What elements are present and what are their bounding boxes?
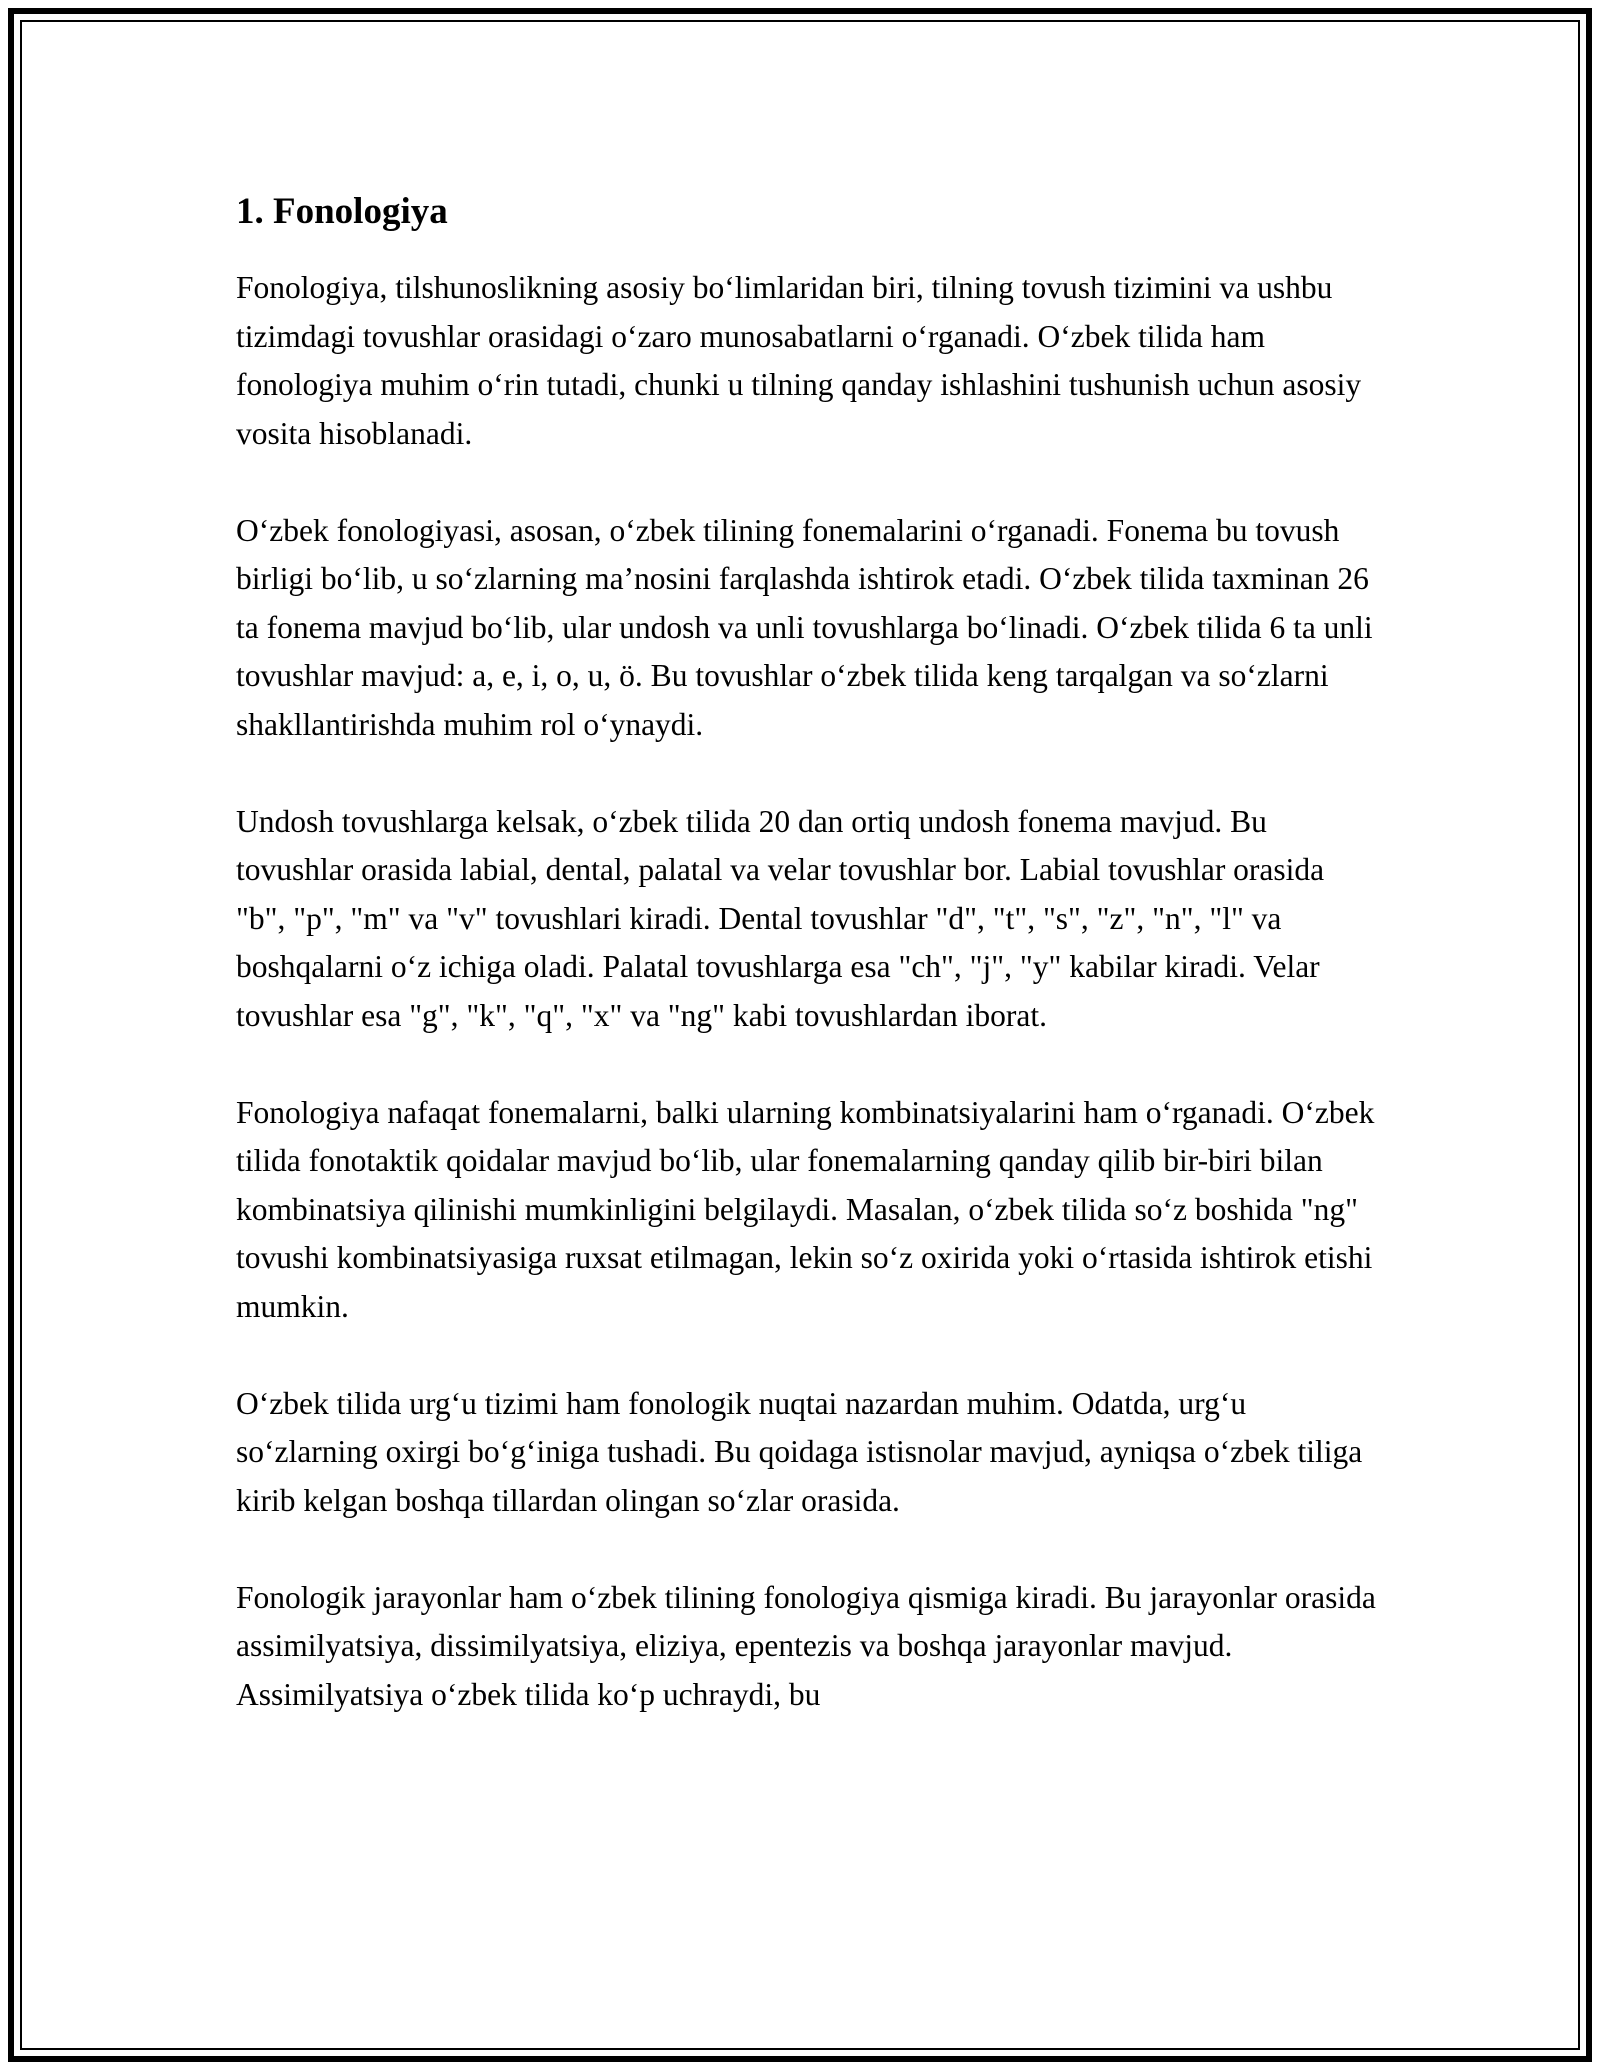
paragraph-phonemes: O‘zbek fonologiyasi, asosan, o‘zbek tilining fonemalarini o‘rganadi. Fonema bu tovush birligi bo‘lib, u so‘zlarning ma’nosini farqlashda ishtirok etadi. O‘zbek tilida taxminan 26 ta fonema mavjud bo‘lib, ular undosh va unli tovushlarga bo‘linadi. O‘zbek tilida 6 ta unli tovushlar mavjud: a, e, i, o, u, ö. Bu tovushlar o‘zbek tilida keng tarqalgan va so‘zlarni shakllantirishda muhim rol o‘ynaydi. — [236, 512, 1373, 742]
paragraph-intro: Fonologiya, tilshunoslikning asosiy bo‘limlaridan biri, tilning tovush tizimini va ushbu tizimdagi tovushlar orasidagi o‘zaro munosabatlarni o‘rganadi. O‘zbek tilida ham fonologiya muhim o‘rin tutadi, chunki u tilning qanday ishlashini tushunish uchun asosiy vosita hisoblanadi. — [236, 270, 1362, 451]
paragraph-stress: O‘zbek tilida urg‘u tizimi ham fonologik nuqtai nazardan muhim. Odatda, urg‘u so‘zlarning oxirgi bo‘g‘iniga tushadi. Bu qoidaga istisnolar mavjud, ayniqsa o‘zbek tiliga kirib kelgan boshqa tillardan olingan so‘zlar orasida. — [236, 1385, 1363, 1518]
document-body — [236, 186, 1376, 1719]
section-heading: 1. Fonologiya — [236, 191, 448, 232]
paragraph-phonotactics: Fonologiya nafaqat fonemalarni, balki ularning kombinatsiyalarini ham o‘rganadi. O‘zbek tilida fonotaktik qoidalar mavjud bo‘lib, ular fonemalarning qanday qilib bir-biri bilan kombinatsiya qilinishi mumkinligini belgilaydi. Masalan, o‘zbek tilida so‘z boshida "ng" tovushi kombinatsiyasiga ruxsat etilmagan, lekin so‘z oxirida yoki o‘rtasida ishtirok etishi mumkin. — [236, 1094, 1375, 1324]
paragraph-consonants: Undosh tovushlarga kelsak, o‘zbek tilida 20 dan ortiq undosh fonema mavjud. Bu tovushlar orasida labial, dental, palatal va velar tovushlar bor. Labial tovushlar orasida "b", "p", "m" va "v" tovushlari kiradi. Dental tovushlar "d", "t", "s", "z", "n", "l" va boshqalarni o‘z ichiga oladi. Palatal tovushlarga esa "ch", "j", "y" kabilar kiradi. Velar tovushlar esa "g", "k", "q", "x" va "ng" kabi tovushlardan iborat. — [236, 803, 1325, 1033]
paragraph-processes: Fonologik jarayonlar ham o‘zbek tilining fonologiya qismiga kiradi. Bu jarayonlar orasida assimilyatsiya, dissimilyatsiya, eliziya, epentezis va boshqa jarayonlar mavjud. Assimilyatsiya o‘zbek tilida ko‘p uchraydi, bu — [236, 1579, 1376, 1712]
